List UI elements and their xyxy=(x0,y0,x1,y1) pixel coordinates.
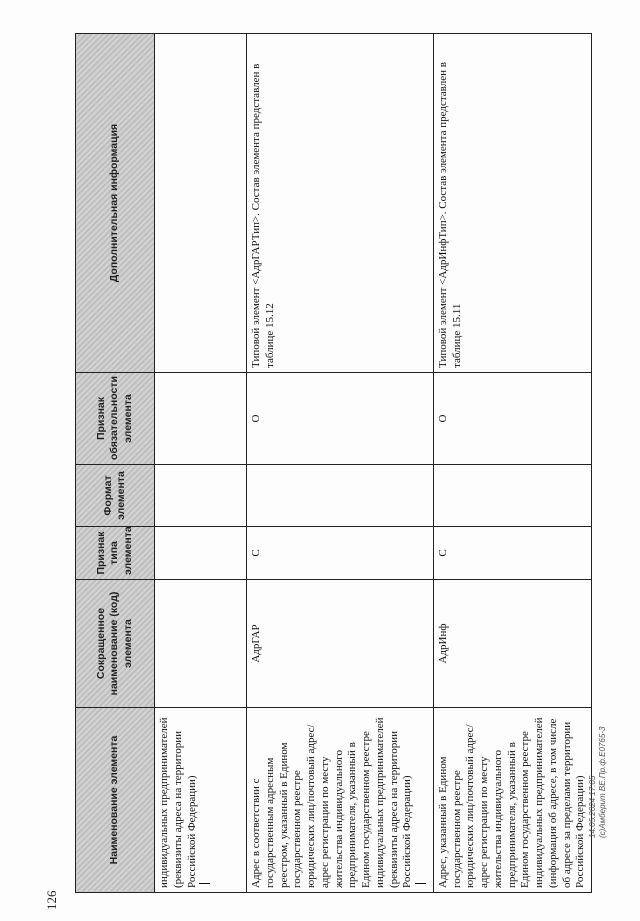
cell-format xyxy=(155,465,247,527)
cell-code: АдрИнф xyxy=(433,580,591,708)
cell-type xyxy=(155,527,247,580)
table-row xyxy=(433,34,591,893)
cell-required: О xyxy=(247,373,434,465)
header-additional-info: Дополнительная информация xyxy=(76,34,155,373)
table-header-row xyxy=(76,34,155,893)
footer-signature: (c)Амберит ВЕ.Пр.ф.Е0765-3 xyxy=(598,726,608,838)
page-number-container xyxy=(44,455,60,910)
text-cursor-mark xyxy=(199,883,210,884)
cell-type: С xyxy=(247,527,434,580)
cell-format xyxy=(247,465,434,527)
cell-name-text: индивидуальных предпринимателей (реквизиты адреса на территории Российской Федерации) xyxy=(158,717,198,888)
elements-table xyxy=(75,33,592,893)
header-element-name: Наименование элемента xyxy=(76,708,155,893)
cell-format xyxy=(433,465,591,527)
header-element-type: Признак типа элемента xyxy=(76,527,155,580)
text-cursor-mark xyxy=(415,883,426,884)
header-element-required: Признак обязательности элемента xyxy=(76,373,155,465)
cell-info: Типовой элемент <АдрИнфТип>. Состав элемента представлен в таблице 15.11 xyxy=(433,34,591,373)
signature-stamp-footer xyxy=(588,727,609,838)
cell-name xyxy=(155,708,247,893)
cell-info xyxy=(155,34,247,373)
cell-name-text: Адрес в соответствии с государственным адресным реестром, указанный в Едином государственном реестре юридических лиц/почтовый адрес/адрес регистрации по месту жительства индивидуального предпринимателя, указанный в Едином государственном реестре индивидуальных предпринимателей (реквизиты адреса на территории Российской Федерации) xyxy=(250,717,414,888)
cell-info: Типовой элемент <АдрГАРТип>. Состав элемента представлен в таблице 15.12 xyxy=(247,34,434,373)
cell-name xyxy=(247,708,434,893)
table-row xyxy=(247,34,434,893)
cell-code: АдрГАР xyxy=(247,580,434,708)
footer-timestamp: 14.05.2024 17:05 xyxy=(588,775,597,838)
header-element-code: Сокращенное наименование (код) элемента xyxy=(76,580,155,708)
cell-name: Адрес, указанный в Едином государственном реестре юридических лиц/почтовый адрес/адрес регистрации по месту жительства индивидуального предпринимателя, указанный в Едином государственном реестре индивидуальных предпринимателей (информация об адресе, в том числе об адресе за пределами территории Российской Федерации) xyxy=(433,708,591,893)
cell-required xyxy=(155,373,247,465)
table-row xyxy=(155,34,247,893)
header-element-format: Формат элемента xyxy=(76,465,155,527)
rotated-table-container xyxy=(75,33,587,893)
cell-code xyxy=(155,580,247,708)
cell-type: С xyxy=(433,527,591,580)
page-number: 126 xyxy=(44,890,59,910)
cell-required: О xyxy=(433,373,591,465)
